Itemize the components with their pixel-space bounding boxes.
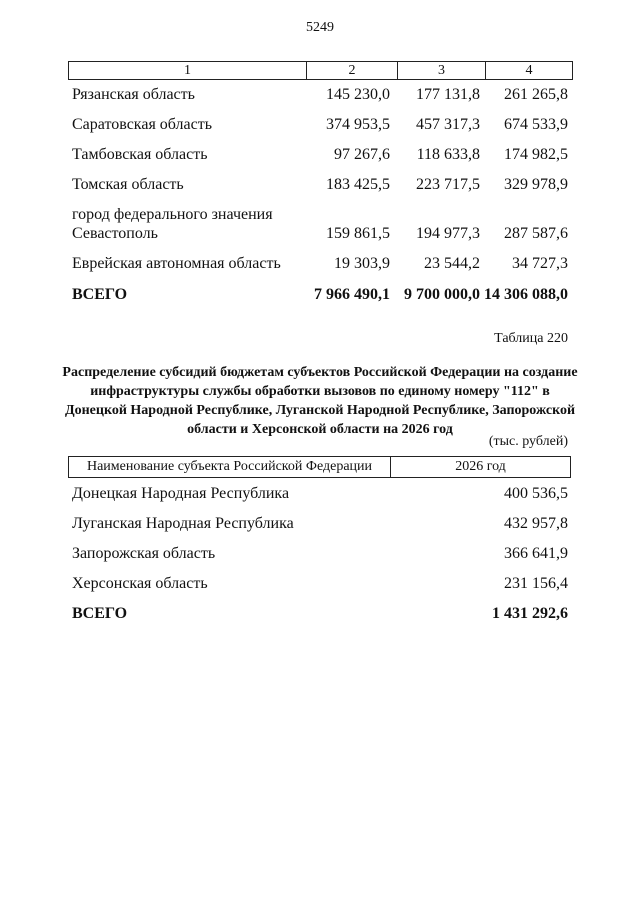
table-row: [68, 176, 570, 196]
row-value-col2: 97 267,6: [334, 146, 390, 163]
row-value-col3: 457 317,3: [416, 116, 480, 133]
row-name: Рязанская область: [72, 86, 195, 103]
table2-units: (тыс. рублей): [488, 434, 568, 449]
total-value: 1 431 292,6: [492, 605, 568, 622]
row-name-line2: Севастополь: [72, 225, 158, 242]
row-value-col3: 118 633,8: [416, 146, 480, 163]
table1-header: [68, 61, 573, 80]
table2-header-year: 2026 год: [391, 457, 571, 478]
table2-total-row: [68, 605, 570, 625]
table-row: [68, 485, 570, 505]
row-value-col4: 329 978,9: [504, 176, 568, 193]
total-label: ВСЕГО: [72, 605, 128, 622]
row-value-col2: 145 230,0: [326, 86, 390, 103]
row-name: Томская область: [72, 176, 184, 193]
row-value-col2: 19 303,9: [334, 255, 390, 272]
row-value: 231 156,4: [504, 575, 568, 592]
table2-title: Распределение субсидий бюджетам субъектов Российской Федерации на создание инфраструктуры службы обработки вызовов по единому номеру "112" в Донецкой Народной Республике, Луганской Народной Республике, Запорожской области и Херсонской области на 2026 год: [62, 365, 578, 437]
row-name: Донецкая Народная Республика: [72, 485, 290, 502]
table-row: [68, 545, 570, 565]
row-value-col2: 183 425,5: [326, 176, 390, 193]
table-row: [68, 515, 570, 535]
table1-header-col2: 2: [307, 62, 398, 80]
table2-caption: Таблица 220: [494, 331, 568, 346]
row-name-line1: город федерального значения: [72, 206, 273, 223]
total-value-col2: 7 966 490,1: [314, 286, 390, 303]
row-name: Херсонская область: [72, 575, 208, 592]
total-value-col3: 9 700 000,0: [404, 286, 480, 303]
table1-header-col4: 4: [486, 62, 573, 80]
row-name: Тамбовская область: [72, 146, 208, 163]
row-value: 432 957,8: [504, 515, 568, 532]
table2-header: [68, 456, 571, 478]
table1-header-col1: 1: [69, 62, 307, 80]
table-row: [68, 575, 570, 595]
row-name: Запорожская область: [72, 545, 216, 562]
total-value-col4: 14 306 088,0: [484, 286, 568, 303]
row-value-col4: 174 982,5: [504, 146, 568, 163]
table-row: [68, 206, 570, 246]
table2-header-name: Наименование субъекта Российской Федерации: [69, 457, 391, 478]
row-value-col4: 34 727,3: [512, 255, 568, 272]
table-row: [68, 86, 570, 106]
row-name: Луганская Народная Республика: [72, 515, 294, 532]
row-value: 366 641,9: [504, 545, 568, 562]
row-value: 400 536,5: [504, 485, 568, 502]
table-row: [68, 255, 570, 275]
row-value-col3: 177 131,8: [416, 86, 480, 103]
row-value-col3: 223 717,5: [416, 176, 480, 193]
row-name: Еврейская автономная область: [72, 255, 281, 272]
row-value-col4: 261 265,8: [504, 86, 568, 103]
row-name: Саратовская область: [72, 116, 213, 133]
page-number: 5249: [306, 20, 334, 35]
row-value-col3: 23 544,2: [424, 255, 480, 272]
row-value-col2: 374 953,5: [326, 116, 390, 133]
table1-total-row: [68, 286, 570, 306]
row-value-col3: 194 977,3: [416, 225, 480, 242]
row-value-col4: 287 587,6: [504, 225, 568, 242]
table1-header-col3: 3: [398, 62, 486, 80]
row-value-col2: 159 861,5: [326, 225, 390, 242]
row-value-col4: 674 533,9: [504, 116, 568, 133]
table-row: [68, 116, 570, 136]
table-row: [68, 146, 570, 166]
total-label: ВСЕГО: [72, 286, 128, 303]
